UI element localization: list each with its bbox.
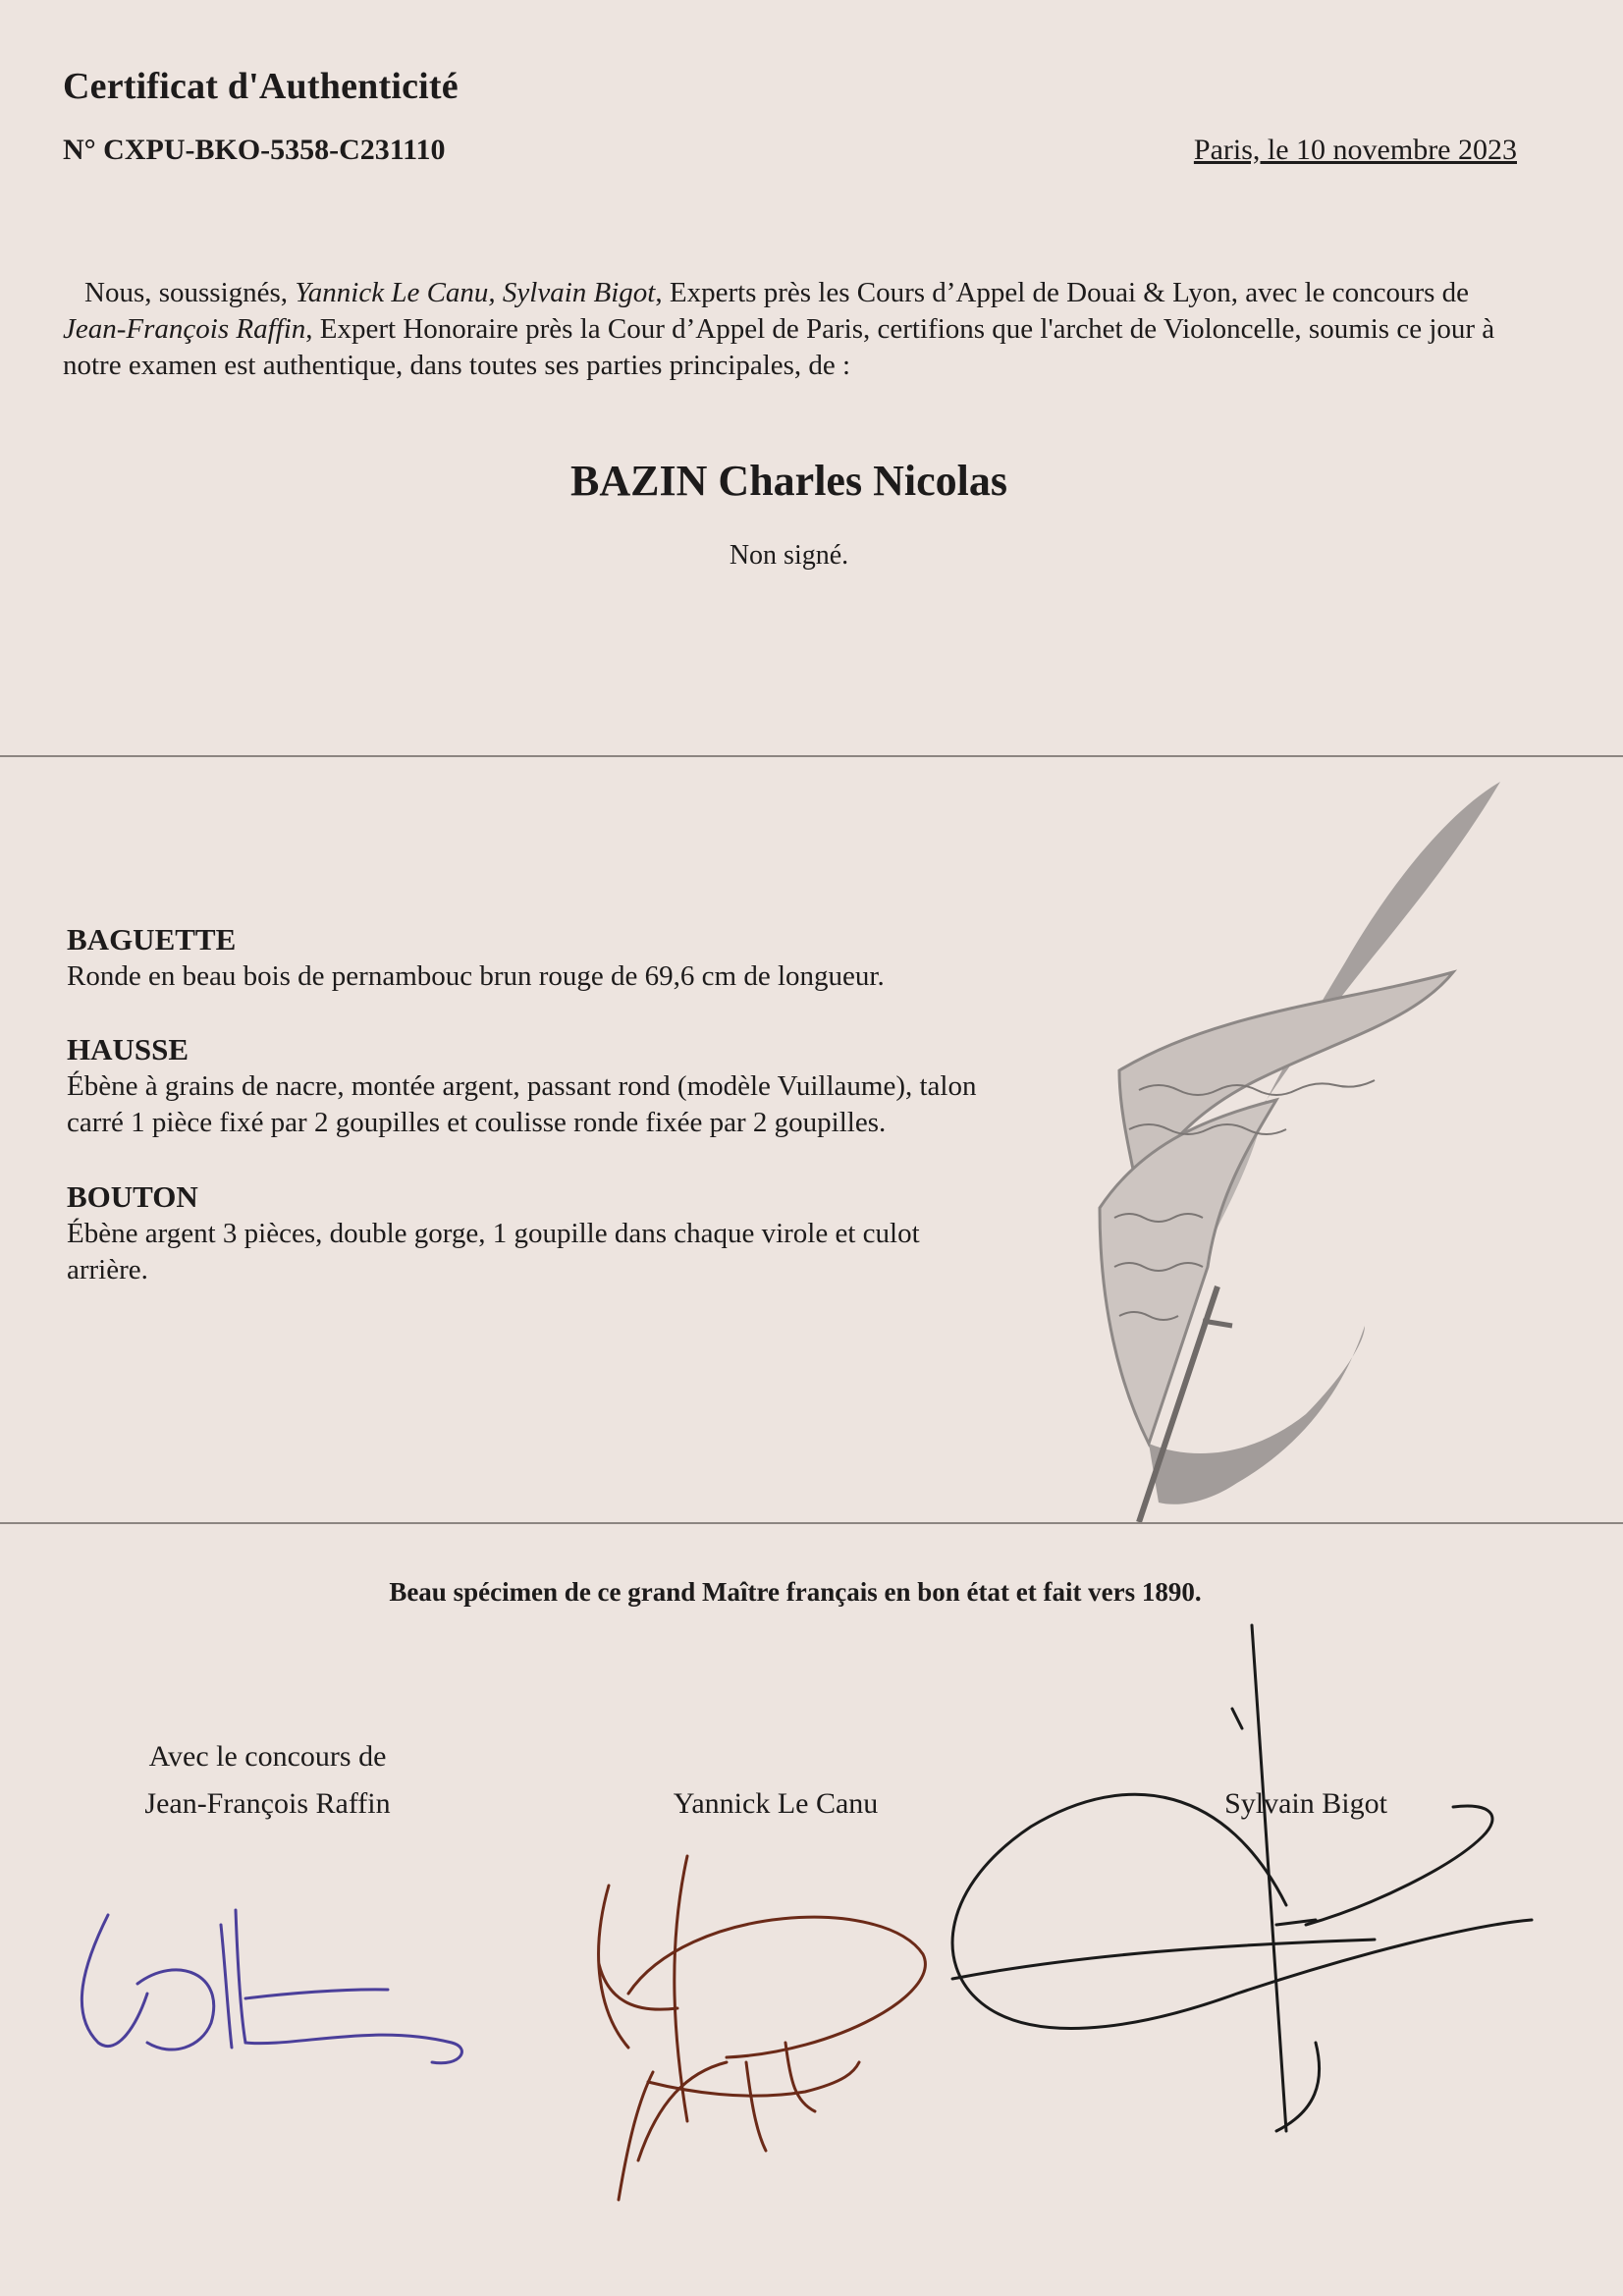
signatory-le-canu-label: Yannick Le Canu bbox=[673, 1787, 879, 1820]
le-canu-signature-icon bbox=[599, 1856, 926, 2200]
intro-text-end: , Expert Honoraire près la Cour d’Appel de Paris, certifions que l'archet de Violoncelle, soumis ce jour à notre examen est authentique, dans toutes ses parties principales, de : bbox=[63, 313, 1495, 381]
maker-name: BAZIN Charles Nicolas bbox=[570, 457, 1007, 505]
honorary-expert-name: Jean-François Raffin bbox=[63, 313, 306, 345]
raffin-signature-icon bbox=[81, 1910, 461, 2063]
section-hausse bbox=[67, 1031, 990, 1141]
section-heading: HAUSSE bbox=[67, 1032, 189, 1066]
section-heading: BOUTON bbox=[67, 1179, 198, 1214]
intro-text-start: Nous, soussignés, bbox=[84, 277, 296, 308]
section-text: Ronde en beau bois de pernambouc brun rouge de 69,6 cm de longueur. bbox=[67, 960, 885, 992]
experts-names: Yannick Le Canu, Sylvain Bigot bbox=[295, 277, 656, 308]
fold-line-top bbox=[0, 755, 1623, 757]
signatory-bigot-label: Sylvain Bigot bbox=[1224, 1787, 1387, 1820]
signatory-raffin-label bbox=[98, 1733, 437, 1828]
certificate-date: Paris, le 10 novembre 2023 bbox=[1193, 134, 1517, 166]
section-text: Ébène argent 3 pièces, double gorge, 1 goupille dans chaque virole et culot arrière. bbox=[67, 1218, 920, 1285]
intro-paragraph bbox=[63, 275, 1526, 384]
raffin-line-1: Avec le concours de bbox=[148, 1740, 387, 1773]
raffin-line-2: Jean-François Raffin bbox=[144, 1787, 391, 1820]
intro-text-middle: , Experts près les Cours d’Appel de Douai & Lyon, avec le concours de bbox=[655, 277, 1470, 308]
signature-status: Non signé. bbox=[729, 540, 849, 571]
bigot-signature-icon bbox=[952, 1625, 1532, 2131]
certificate-reference: N° CXPU-BKO-5358-C231110 bbox=[63, 134, 446, 166]
quill-scroll-emblem-icon bbox=[1021, 776, 1551, 1522]
section-text: Ébène à grains de nacre, montée argent, passant rond (modèle Vuillaume), talon carré 1 pièce fixé par 2 goupilles et coulisse ronde fixée par 2 goupilles. bbox=[67, 1070, 977, 1138]
section-heading: BAGUETTE bbox=[67, 922, 237, 957]
certificate-title: Certificat d'Authenticité bbox=[63, 66, 459, 107]
conclusion-text: Beau spécimen de ce grand Maître français en bon état et fait vers 1890. bbox=[389, 1577, 1202, 1607]
section-bouton bbox=[67, 1178, 990, 1288]
fold-line-bottom bbox=[0, 1522, 1623, 1524]
section-baguette bbox=[67, 921, 990, 995]
